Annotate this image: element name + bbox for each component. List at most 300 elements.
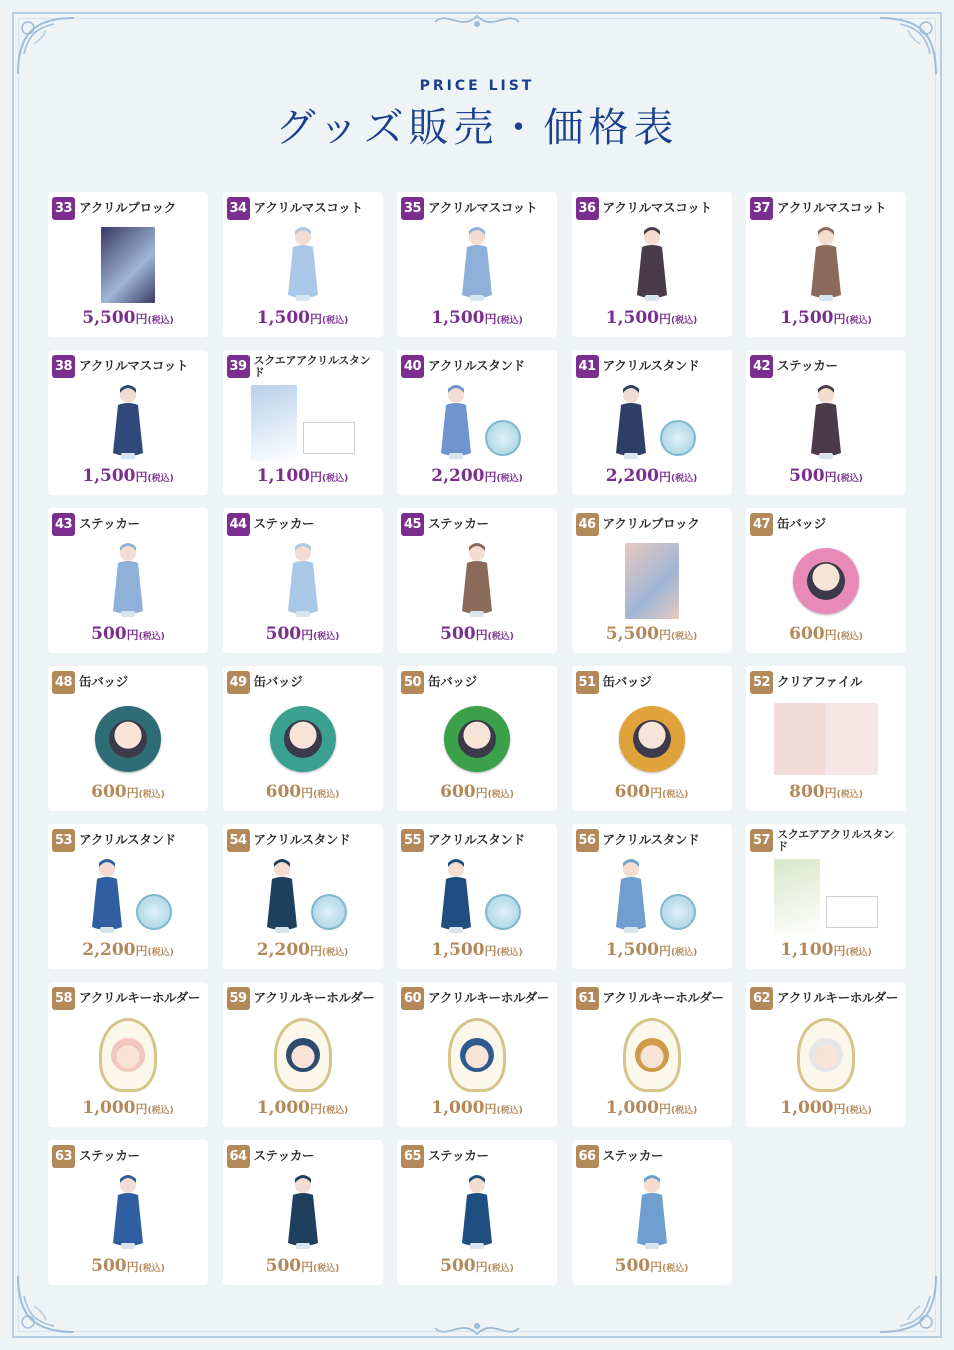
product-price bbox=[397, 466, 557, 489]
price-tax-note: (税込) bbox=[138, 632, 165, 642]
character-figure-icon bbox=[629, 1173, 675, 1253]
product-name: 缶バッジ bbox=[777, 516, 826, 531]
acrylic-base-icon bbox=[660, 420, 696, 456]
price-currency: 円 bbox=[135, 944, 148, 958]
product-card bbox=[48, 350, 208, 495]
product-number-badge: 54 bbox=[227, 829, 250, 852]
product-number-badge: 35 bbox=[401, 197, 424, 220]
product-number-badge: 33 bbox=[52, 197, 75, 220]
product-image bbox=[397, 1172, 557, 1254]
product-price bbox=[223, 624, 383, 647]
product-number-badge: 57 bbox=[750, 829, 773, 852]
keychain-icon bbox=[623, 1018, 681, 1092]
product-name: アクリルマスコット bbox=[777, 200, 887, 215]
product-card bbox=[48, 824, 208, 969]
character-figure-icon bbox=[433, 383, 479, 463]
product-header bbox=[52, 197, 206, 220]
product-header bbox=[227, 513, 381, 536]
price-value: 500 bbox=[91, 624, 127, 644]
product-card bbox=[746, 192, 906, 337]
product-header bbox=[52, 987, 206, 1010]
price-tax-note: (税込) bbox=[322, 948, 349, 958]
product-header bbox=[227, 355, 381, 379]
product-image bbox=[397, 382, 557, 464]
price-tax-note: (税込) bbox=[836, 474, 863, 484]
acrylic-base-icon bbox=[660, 894, 696, 930]
product-number-badge: 59 bbox=[227, 987, 250, 1010]
price-tax-note: (税込) bbox=[671, 948, 698, 958]
character-figure-icon bbox=[629, 225, 675, 305]
product-image bbox=[746, 224, 906, 306]
product-image bbox=[746, 856, 906, 938]
price-tax-note: (税込) bbox=[138, 790, 165, 800]
product-number-badge: 40 bbox=[401, 355, 424, 378]
product-card bbox=[397, 824, 557, 969]
page-header bbox=[0, 76, 954, 152]
price-currency: 円 bbox=[126, 786, 139, 800]
product-price bbox=[572, 782, 732, 805]
product-image bbox=[572, 698, 732, 780]
price-currency: 円 bbox=[135, 312, 148, 326]
product-header bbox=[576, 355, 730, 378]
product-image bbox=[48, 1172, 208, 1254]
price-tax-note: (税込) bbox=[147, 316, 174, 326]
price-tax-note: (税込) bbox=[496, 474, 523, 484]
product-number-badge: 53 bbox=[52, 829, 75, 852]
price-tax-note: (税込) bbox=[313, 632, 340, 642]
keychain-portrait bbox=[635, 1038, 669, 1072]
product-card-insert bbox=[303, 422, 355, 454]
price-currency: 円 bbox=[658, 628, 671, 642]
product-price bbox=[223, 782, 383, 805]
price-tax-note: (税込) bbox=[322, 316, 349, 326]
price-value: 1,500 bbox=[780, 308, 834, 328]
product-header bbox=[52, 355, 206, 378]
product-number-badge: 64 bbox=[227, 1145, 250, 1168]
price-currency: 円 bbox=[833, 944, 846, 958]
product-name: ステッカー bbox=[253, 516, 315, 531]
price-currency: 円 bbox=[135, 470, 148, 484]
price-value: 1,000 bbox=[256, 1098, 310, 1118]
badge-portrait bbox=[109, 720, 147, 758]
price-value: 1,000 bbox=[82, 1098, 136, 1118]
product-price bbox=[572, 624, 732, 647]
product-number-badge: 38 bbox=[52, 355, 75, 378]
price-tax-note: (税込) bbox=[845, 948, 872, 958]
product-card bbox=[48, 1140, 208, 1285]
product-name: アクリルマスコット bbox=[253, 200, 363, 215]
price-tax-note: (税込) bbox=[487, 790, 514, 800]
product-header bbox=[750, 829, 904, 853]
product-header bbox=[576, 829, 730, 852]
price-currency: 円 bbox=[126, 1260, 139, 1274]
price-tax-note: (税込) bbox=[662, 1264, 689, 1274]
price-tax-note: (税込) bbox=[671, 632, 698, 642]
price-value: 2,200 bbox=[256, 940, 310, 960]
product-card bbox=[572, 1140, 732, 1285]
price-value: 800 bbox=[789, 782, 825, 802]
price-currency: 円 bbox=[309, 1102, 322, 1116]
acrylic-base-icon bbox=[136, 894, 172, 930]
product-price bbox=[48, 1256, 208, 1279]
product-image bbox=[397, 856, 557, 938]
product-price bbox=[48, 466, 208, 489]
product-header bbox=[576, 1145, 730, 1168]
price-tax-note: (税込) bbox=[496, 1106, 523, 1116]
keychain-portrait bbox=[460, 1038, 494, 1072]
price-value: 1,500 bbox=[605, 940, 659, 960]
price-currency: 円 bbox=[833, 312, 846, 326]
character-figure-icon bbox=[280, 225, 326, 305]
product-name: 缶バッジ bbox=[602, 674, 652, 689]
price-value: 1,100 bbox=[780, 940, 834, 960]
product-image bbox=[223, 856, 383, 938]
product-header bbox=[576, 513, 730, 536]
product-price bbox=[397, 1098, 557, 1121]
product-header bbox=[750, 671, 904, 694]
product-card bbox=[223, 508, 383, 653]
product-name: スクエアアクリルスタンド bbox=[253, 354, 371, 379]
product-price bbox=[746, 940, 906, 963]
product-price bbox=[397, 308, 557, 331]
product-card bbox=[746, 982, 906, 1127]
product-price bbox=[48, 940, 208, 963]
product-header bbox=[227, 197, 381, 220]
product-number-badge: 56 bbox=[576, 829, 599, 852]
product-price bbox=[746, 782, 906, 805]
product-name: アクリルキーホルダー bbox=[79, 990, 201, 1005]
product-header bbox=[401, 513, 555, 536]
product-image bbox=[48, 540, 208, 622]
product-header bbox=[576, 197, 730, 220]
product-price bbox=[397, 624, 557, 647]
product-name: アクリルスタンド bbox=[253, 832, 351, 847]
product-name: アクリルスタンド bbox=[428, 832, 525, 847]
price-value: 1,500 bbox=[431, 308, 485, 328]
product-card bbox=[48, 666, 208, 811]
product-card-insert bbox=[826, 896, 878, 928]
price-value: 1,000 bbox=[605, 1098, 659, 1118]
price-currency: 円 bbox=[484, 312, 497, 326]
price-value: 600 bbox=[91, 782, 127, 802]
price-tax-note: (税込) bbox=[322, 1106, 349, 1116]
product-number-badge: 41 bbox=[576, 355, 599, 378]
product-card bbox=[746, 508, 906, 653]
product-price bbox=[48, 308, 208, 331]
product-number-badge: 42 bbox=[750, 355, 773, 378]
product-card bbox=[572, 350, 732, 495]
product-number-badge: 47 bbox=[750, 513, 773, 536]
product-card bbox=[572, 982, 732, 1127]
product-card bbox=[397, 350, 557, 495]
product-image bbox=[223, 698, 383, 780]
product-name: スクエアアクリルスタンド bbox=[777, 828, 894, 853]
product-name: アクリルスタンド bbox=[602, 832, 700, 847]
product-number-badge: 46 bbox=[576, 513, 599, 536]
product-number-badge: 65 bbox=[401, 1145, 424, 1168]
price-tax-note: (税込) bbox=[836, 790, 863, 800]
product-image bbox=[48, 856, 208, 938]
price-currency: 円 bbox=[309, 944, 322, 958]
price-tax-note: (税込) bbox=[487, 632, 514, 642]
product-number-badge: 48 bbox=[52, 671, 75, 694]
product-header bbox=[52, 829, 206, 852]
badge-portrait bbox=[633, 720, 671, 758]
character-figure-icon bbox=[454, 225, 500, 305]
price-tax-note: (税込) bbox=[496, 316, 523, 326]
product-price bbox=[397, 1256, 557, 1279]
character-figure-icon bbox=[433, 857, 479, 937]
product-number-badge: 39 bbox=[227, 355, 250, 378]
price-currency: 円 bbox=[658, 312, 671, 326]
price-currency: 円 bbox=[650, 1260, 663, 1274]
product-price bbox=[48, 782, 208, 805]
badge-portrait bbox=[458, 720, 496, 758]
product-name: アクリルマスコット bbox=[602, 200, 712, 215]
product-header bbox=[227, 987, 381, 1010]
product-name: 缶バッジ bbox=[428, 674, 477, 689]
price-tax-note: (税込) bbox=[138, 1264, 165, 1274]
keychain-icon bbox=[448, 1018, 506, 1092]
product-header bbox=[227, 1145, 381, 1168]
product-name: ステッカー bbox=[777, 358, 838, 373]
product-image bbox=[746, 698, 906, 780]
product-number-badge: 51 bbox=[576, 671, 599, 694]
price-currency: 円 bbox=[658, 1102, 671, 1116]
product-price bbox=[223, 1256, 383, 1279]
product-card bbox=[223, 982, 383, 1127]
price-currency: 円 bbox=[126, 628, 139, 642]
price-currency: 円 bbox=[484, 944, 497, 958]
price-currency: 円 bbox=[824, 786, 837, 800]
price-value: 500 bbox=[265, 1256, 302, 1276]
price-value: 1,500 bbox=[431, 940, 485, 960]
product-name: ステッカー bbox=[253, 1148, 315, 1163]
product-photo bbox=[625, 543, 679, 619]
price-value: 2,200 bbox=[82, 940, 136, 960]
price-tax-note: (税込) bbox=[313, 790, 340, 800]
keychain-icon bbox=[274, 1018, 332, 1092]
character-figure-icon bbox=[259, 857, 305, 937]
product-card bbox=[397, 508, 557, 653]
can-badge-icon bbox=[793, 548, 859, 614]
price-value: 5,500 bbox=[82, 308, 136, 328]
product-name: ステッカー bbox=[79, 1148, 140, 1163]
product-header bbox=[52, 671, 206, 694]
product-photo bbox=[101, 227, 155, 303]
product-card bbox=[572, 666, 732, 811]
can-badge-icon bbox=[444, 706, 510, 772]
product-image bbox=[746, 540, 906, 622]
product-price bbox=[48, 1098, 208, 1121]
product-price bbox=[48, 624, 208, 647]
price-tax-note: (税込) bbox=[836, 632, 863, 642]
price-currency: 円 bbox=[135, 1102, 148, 1116]
price-value: 5,500 bbox=[605, 624, 659, 644]
price-value: 1,100 bbox=[256, 466, 310, 486]
price-value: 600 bbox=[265, 782, 302, 802]
character-figure-icon bbox=[608, 383, 654, 463]
product-name: アクリルスタンド bbox=[428, 358, 525, 373]
product-price bbox=[572, 940, 732, 963]
product-card bbox=[223, 1140, 383, 1285]
product-image bbox=[746, 382, 906, 464]
badge-portrait bbox=[284, 720, 322, 758]
product-image bbox=[572, 540, 732, 622]
product-name: ステッカー bbox=[602, 1148, 664, 1163]
product-name: アクリルスタンド bbox=[79, 832, 176, 847]
character-figure-icon bbox=[454, 1173, 500, 1253]
product-image bbox=[223, 224, 383, 306]
keychain-icon bbox=[99, 1018, 157, 1092]
product-number-badge: 62 bbox=[750, 987, 773, 1010]
price-currency: 円 bbox=[301, 1260, 314, 1274]
product-image bbox=[223, 1172, 383, 1254]
product-card bbox=[746, 350, 906, 495]
price-currency: 円 bbox=[824, 628, 837, 642]
product-image bbox=[48, 224, 208, 306]
product-name: アクリルキーホルダー bbox=[777, 990, 899, 1005]
price-currency: 円 bbox=[309, 470, 322, 484]
product-header bbox=[750, 355, 904, 378]
product-card bbox=[48, 982, 208, 1127]
product-card bbox=[397, 192, 557, 337]
keychain-icon bbox=[797, 1018, 855, 1092]
product-image bbox=[397, 698, 557, 780]
product-photo bbox=[251, 385, 297, 461]
price-currency: 円 bbox=[658, 470, 671, 484]
product-image bbox=[572, 1172, 732, 1254]
product-price bbox=[223, 1098, 383, 1121]
product-number-badge: 52 bbox=[750, 671, 773, 694]
character-figure-icon bbox=[608, 857, 654, 937]
product-name: アクリルキーホルダー bbox=[602, 990, 724, 1005]
price-tax-note: (税込) bbox=[662, 790, 689, 800]
product-price bbox=[746, 1098, 906, 1121]
price-tax-note: (税込) bbox=[147, 474, 174, 484]
acrylic-base-icon bbox=[485, 420, 521, 456]
product-image bbox=[223, 382, 383, 464]
product-name: アクリルブロック bbox=[602, 516, 700, 531]
product-name: ステッカー bbox=[428, 516, 489, 531]
product-price bbox=[223, 466, 383, 489]
price-currency: 円 bbox=[301, 628, 314, 642]
price-currency: 円 bbox=[484, 470, 497, 484]
product-card bbox=[572, 508, 732, 653]
product-price bbox=[572, 1256, 732, 1279]
product-image bbox=[48, 1014, 208, 1096]
product-number-badge: 37 bbox=[750, 197, 773, 220]
price-value: 500 bbox=[614, 1256, 651, 1276]
price-tax-note: (税込) bbox=[671, 1106, 698, 1116]
price-currency: 円 bbox=[833, 1102, 846, 1116]
product-photo bbox=[774, 703, 878, 775]
product-header bbox=[750, 513, 904, 536]
product-card bbox=[397, 666, 557, 811]
product-number-badge: 61 bbox=[576, 987, 599, 1010]
price-tax-note: (税込) bbox=[147, 1106, 174, 1116]
product-price bbox=[397, 940, 557, 963]
product-number-badge: 60 bbox=[401, 987, 424, 1010]
product-photo bbox=[774, 859, 820, 935]
product-header bbox=[750, 987, 904, 1010]
product-header bbox=[401, 671, 555, 694]
product-image bbox=[48, 698, 208, 780]
product-price bbox=[572, 308, 732, 331]
product-header bbox=[401, 197, 555, 220]
product-number-badge: 43 bbox=[52, 513, 75, 536]
price-value: 2,200 bbox=[605, 466, 659, 486]
product-header bbox=[401, 355, 555, 378]
character-figure-icon bbox=[280, 1173, 326, 1253]
product-image bbox=[572, 1014, 732, 1096]
product-number-badge: 36 bbox=[576, 197, 599, 220]
product-image bbox=[397, 1014, 557, 1096]
product-price bbox=[223, 308, 383, 331]
product-number-badge: 44 bbox=[227, 513, 250, 536]
product-card bbox=[48, 192, 208, 337]
product-number-badge: 55 bbox=[401, 829, 424, 852]
price-tax-note: (税込) bbox=[845, 1106, 872, 1116]
product-name: 缶バッジ bbox=[253, 674, 303, 689]
price-currency: 円 bbox=[650, 786, 663, 800]
price-currency: 円 bbox=[484, 1102, 497, 1116]
price-currency: 円 bbox=[309, 312, 322, 326]
product-header bbox=[227, 671, 381, 694]
product-price bbox=[572, 466, 732, 489]
product-price bbox=[223, 940, 383, 963]
product-header bbox=[750, 197, 904, 220]
product-card bbox=[572, 824, 732, 969]
bottom-ornament-icon bbox=[427, 1314, 527, 1342]
product-number-badge: 45 bbox=[401, 513, 424, 536]
price-value: 500 bbox=[91, 1256, 127, 1276]
product-price bbox=[746, 624, 906, 647]
price-tax-note: (税込) bbox=[147, 948, 174, 958]
product-name: アクリルブロック bbox=[79, 200, 176, 215]
product-card bbox=[48, 508, 208, 653]
price-value: 600 bbox=[789, 624, 825, 644]
product-number-badge: 63 bbox=[52, 1145, 75, 1168]
product-number-badge: 58 bbox=[52, 987, 75, 1010]
product-card bbox=[397, 982, 557, 1127]
price-value: 2,200 bbox=[431, 466, 485, 486]
product-header bbox=[227, 829, 381, 852]
acrylic-base-icon bbox=[311, 894, 347, 930]
price-currency: 円 bbox=[301, 786, 314, 800]
product-image bbox=[572, 382, 732, 464]
price-tax-note: (税込) bbox=[845, 316, 872, 326]
product-image bbox=[223, 1014, 383, 1096]
product-name: 缶バッジ bbox=[79, 674, 128, 689]
price-value: 600 bbox=[440, 782, 476, 802]
product-image bbox=[572, 224, 732, 306]
character-figure-icon bbox=[454, 541, 500, 621]
keychain-portrait bbox=[286, 1038, 320, 1072]
product-price bbox=[397, 782, 557, 805]
product-card bbox=[223, 350, 383, 495]
price-tax-note: (税込) bbox=[322, 474, 349, 484]
price-value: 500 bbox=[440, 624, 476, 644]
price-value: 1,500 bbox=[605, 308, 659, 328]
character-figure-icon bbox=[105, 383, 151, 463]
product-image bbox=[746, 1014, 906, 1096]
price-value: 500 bbox=[440, 1256, 476, 1276]
product-name: アクリルスタンド bbox=[602, 358, 700, 373]
price-tax-note: (税込) bbox=[671, 316, 698, 326]
price-value: 1,000 bbox=[431, 1098, 485, 1118]
product-price bbox=[746, 308, 906, 331]
